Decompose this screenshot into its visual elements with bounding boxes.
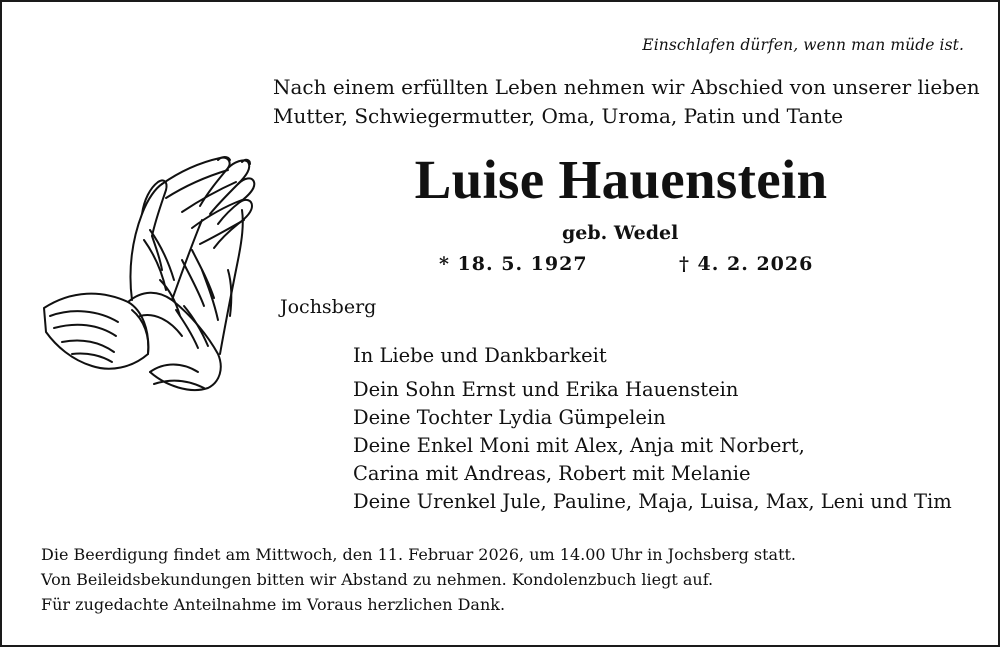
mourner-line: Deine Urenkel Jule, Pauline, Maja, Luisa, Max, Leni und Tim <box>353 490 952 513</box>
death-date: † 4. 2. 2026 <box>679 253 814 275</box>
mourner-line: Dein Sohn Ernst und Erika Hauenstein <box>353 378 739 401</box>
mourner-line: Deine Enkel Moni mit Alex, Anja mit Norbert, <box>353 434 805 457</box>
intro-text <box>273 73 980 131</box>
mourner-line: Deine Tochter Lydia Gümpelein <box>353 406 666 429</box>
mourners-block <box>353 342 952 516</box>
funeral-line: Für zugedachte Anteilnahme im Voraus herzlichen Dank. <box>41 595 506 614</box>
intro-line: Mutter, Schwiegermutter, Oma, Uroma, Patin und Tante <box>273 104 844 128</box>
place-name: Jochsberg <box>280 296 377 318</box>
mourner-line: Carina mit Andreas, Robert mit Melanie <box>353 462 751 485</box>
birth-date: * 18. 5. 1927 <box>439 253 588 275</box>
motto: Einschlafen dürfen, wenn man müde ist. <box>642 36 964 54</box>
funeral-line: Die Beerdigung findet am Mittwoch, den 11. Februar 2026, um 14.00 Uhr in Jochsberg statt. <box>41 545 797 564</box>
maiden-name: geb. Wedel <box>562 222 679 244</box>
mourners-lead: In Liebe und Dankbarkeit <box>353 344 607 367</box>
funeral-info <box>41 542 796 617</box>
deceased-name: Luise Hauenstein <box>414 149 828 210</box>
funeral-line: Von Beileidsbekundungen bitten wir Abstand zu nehmen. Kondolenzbuch liegt auf. <box>41 570 714 589</box>
intro-line: Nach einem erfüllten Leben nehmen wir Abschied von unserer lieben <box>273 75 980 99</box>
